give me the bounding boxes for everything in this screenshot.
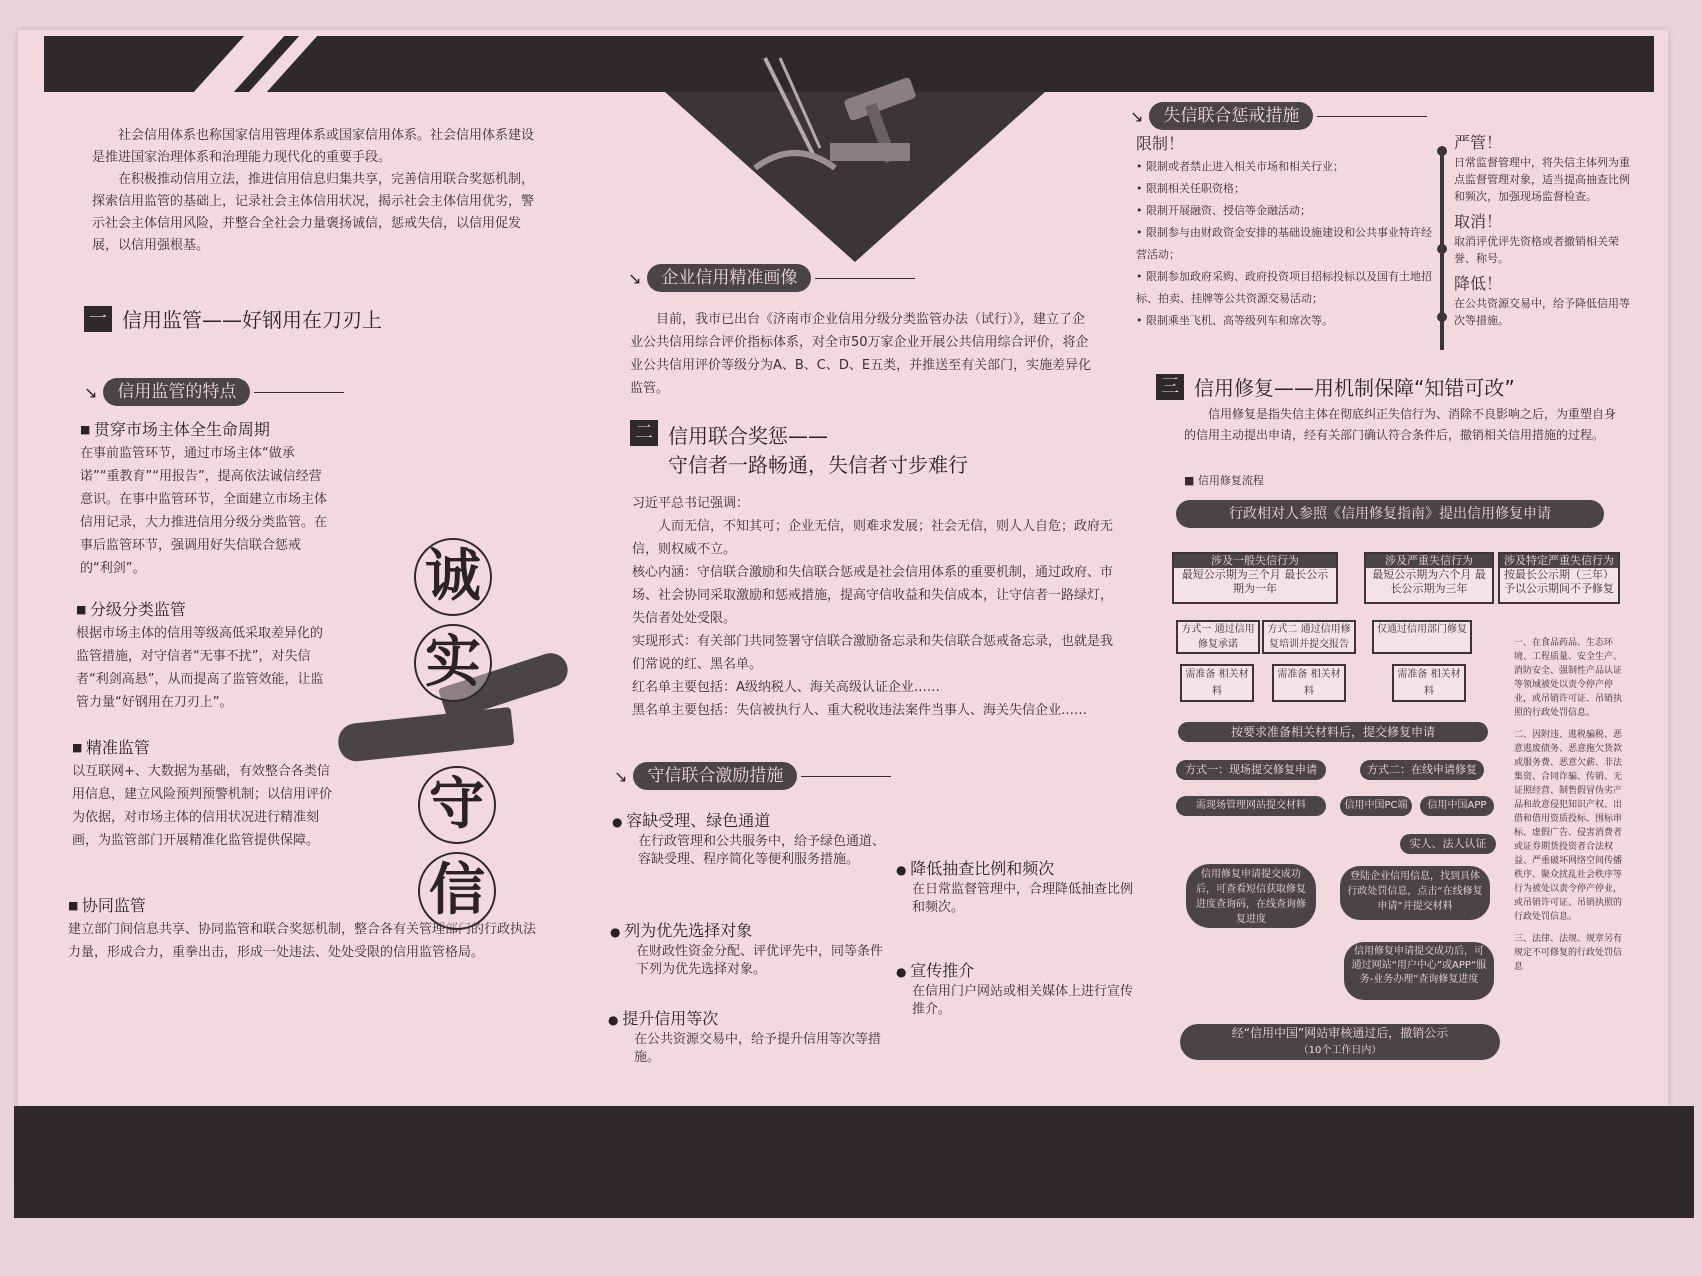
limit-item: • 限制相关任职资格；: [1136, 182, 1245, 195]
measure-item: [610, 920, 890, 979]
category-head: 涉及严重失信行为: [1366, 554, 1492, 568]
flow-category: [1498, 552, 1620, 604]
divider: [254, 392, 344, 393]
intro-text: [92, 125, 542, 257]
body-line: 习近平总书记强调：: [632, 496, 750, 511]
flow-method-detail: 信用中国PC端: [1340, 796, 1412, 816]
measure-item: [896, 858, 1136, 917]
note-item: 二、因附违、逃税骗税、恶意逃废债务、恶意拖欠货款或服务费、恶意欠薪、非法集资、合同诈骗、传销、无证照经营、制售假冒伪劣产品和故意侵犯知识产权、出借和借用资质投标、围标串标、虚假广告、侵害消费者或证券期货投资者合法权益、严重破坏网络空间传播秩序、聚众扰乱社会秩序等行为被处以责令停产停业，或吊销许可证、吊销执照的行政处罚信息。: [1514, 730, 1623, 922]
body-line: 人而无信，不知其可；企业无信，则难求发展；社会无信，则人人自危；政府无信，则权威不立。: [632, 519, 1114, 557]
flow-category: [1172, 552, 1338, 604]
flow-prep: 需准备 相关材料: [1272, 664, 1346, 702]
flow-way: 仅通过信用部门修复: [1372, 620, 1472, 654]
measure-body: 在公共资源交易中，给予提升信用等次等措施。: [634, 1032, 882, 1065]
flow-way: 方式一 通过信用修复承诺: [1176, 620, 1260, 654]
feature-heading: ■ 协同监管: [68, 894, 548, 918]
section2-body: [632, 492, 1122, 722]
section3-body: 信用修复是指失信主体在彻底纠正失信行为、消除不良影响之后，为重塑自身的信用主动提出申请，经有关部门确认符合条件后，撤销相关信用措施的过程。: [1184, 407, 1617, 442]
motto-char: 信: [418, 852, 496, 930]
arrow-icon: ↘: [1130, 106, 1144, 126]
motto-char: 实: [414, 624, 492, 702]
flow-final-text: 经“信用中国”网站审核通过后，撤销公示: [1231, 1026, 1449, 1040]
feature-body: 在事前监管环节，通过市场主体“做承诺”“重教育”“用报告”，提高依法诚信经营意识。在事中监管环节，全面建立市场主体信用记录，大力推进信用分级分类监管。在事后监管环节，强调用好失信联合惩戒的“利剑”。: [80, 446, 328, 576]
bottom-banner: [14, 1106, 1694, 1218]
flow-way: 方式二 通过信用修复培训并提交报告: [1262, 620, 1356, 654]
arrow-icon: ↘: [614, 766, 628, 786]
category-body: 最短公示期为三个月 最长公示期为一年: [1181, 568, 1329, 595]
handshake-seal: [454, 698, 459, 742]
measure-item: [612, 810, 892, 869]
body-line: 黑名单主要包括：失信被执行人、重大税收违法案件当事人、海关失信企业……: [632, 703, 1088, 718]
feature-heading: ■ 精准监管: [72, 736, 334, 760]
body-line: 核心内涵：守信联合激励和失信联合惩戒是社会信用体系的重要机制，通过政府、市场、社会协同采取激励和惩戒措施，提高守信收益和失信成本，让守信者一路绿灯，失信者处处受限。: [632, 565, 1114, 626]
section-title: 信用监管——好钢用在刀刃上: [122, 308, 382, 332]
limit-heading: 限制！: [1136, 134, 1185, 153]
timeline-dot: [1437, 146, 1447, 156]
section-number: 一: [84, 306, 112, 332]
flow-final-sub: （10个工作日内）: [1298, 1045, 1382, 1056]
feature-block: [80, 418, 330, 580]
measure-body: 在财政性资金分配、评优评先中，同等条件下列为优先选择对象。: [636, 944, 884, 977]
category-body: 按最长公示期（三年） 予以公示期间不予修复: [1504, 568, 1614, 595]
gavel-pen-illustration: [735, 48, 975, 198]
flow-label-text: 信用修复流程: [1197, 474, 1264, 487]
limit-text: 限制乘坐飞机、高等级列车和席次等。: [1146, 314, 1333, 327]
flow-prep: 需准备 相关材料: [1392, 664, 1466, 702]
limit-item: • 限制或者禁止进入相关市场和相关行业；: [1136, 160, 1344, 173]
divider: [801, 776, 891, 777]
measure-body: 取消评优评先资格或者撤销相关荣誉、称号。: [1454, 235, 1619, 265]
intro-paragraph: 在积极推动信用立法，推进信用信息归集共享，完善信用联合奖惩机制，探索信用监管的基础上，记录社会主体信用状况，揭示社会主体信用优劣，警示社会主体信用风险，并整合全社会力量褒扬诚信，惩戒失信，以信用促发展，以信用强根基。: [92, 172, 535, 253]
section-subtitle: 守信者一路畅通，失信者寸步难行: [668, 453, 968, 477]
limit-text: 限制参加政府采购、政府投资项目招标投标以及国有土地招标、拍卖、挂牌等公共资源交易活动；: [1136, 270, 1432, 305]
intro-paragraph: 社会信用体系也称国家信用管理体系或国家信用体系。社会信用体系建设是推进国家治理体系和治理能力现代化的重要手段。: [92, 128, 535, 165]
measure-heading: 严管！: [1454, 133, 1503, 152]
measure-item: [896, 960, 1136, 1019]
measure-body: 在公共资源交易中，给予降低信用等次等措施。: [1454, 297, 1630, 327]
flow-step2: 按要求准备相关材料后，提交修复申请: [1178, 722, 1488, 742]
flow-prep: 需准备 相关材料: [1180, 664, 1254, 702]
flow-notes: [1514, 636, 1624, 974]
flow-method-detail: 信用中国APP: [1420, 796, 1494, 816]
category-head: 涉及特定严重失信行为: [1500, 554, 1618, 568]
feature-block: [72, 736, 334, 852]
flow-method: 方式一：现场提交修复申请: [1176, 760, 1326, 780]
limit-text: 限制或者禁止进入相关市场和相关行业；: [1146, 160, 1344, 173]
measure-heading: ● 降低抽查比例和频次: [896, 858, 1136, 881]
flow-label: ■ 信用修复流程: [1184, 474, 1264, 487]
body-line: 红名单主要包括：A级纳税人、海关高级认证企业……: [632, 680, 940, 695]
body-line: 实现形式：有关部门共同签署守信联合激励备忘录和失信联合惩戒备忘录，也就是我们常说的红、黑名单。: [632, 634, 1114, 672]
flow-method-detail: 需现场管理网站提交材料: [1176, 796, 1326, 816]
feature-body: 以互联网+、大数据为基础，有效整合各类信用信息，建立风险预判预警机制；以信用评价为依据，对市场主体的信用状况进行精准刻画，为监管部门开展精准化监管提供保障。: [72, 764, 333, 848]
motto-char: 守: [418, 766, 496, 844]
limit-text: 限制开展融资、授信等金融活动；: [1146, 204, 1311, 217]
punish-right: [1454, 132, 1634, 329]
portrait-pill: [628, 264, 915, 292]
motto-char: 诚: [414, 538, 492, 616]
timeline-dot: [1437, 244, 1447, 254]
flow-result: 登陆企业信用信息，找到具体行政处罚信息，点击“在线修复申请”并提交材料: [1340, 866, 1490, 920]
limit-text: 限制相关任职资格；: [1146, 182, 1245, 195]
section-title: 信用联合奖惩——: [668, 424, 828, 448]
pill-label: 企业信用精准画像: [647, 264, 811, 292]
arrow-icon: ↘: [628, 268, 642, 288]
timeline-dot: [1437, 312, 1447, 322]
pill-label: 失信联合惩戒措施: [1149, 102, 1313, 130]
measure-body: 日常监督管理中，将失信主体列为重点监督管理对象，适当提高抽查比例和频次，加强现场监督检查。: [1454, 156, 1630, 203]
section-title-wrap: [668, 420, 968, 478]
limit-item: • 限制参与由财政资金安排的基础设施建设和公共事业特许经营活动；: [1136, 226, 1432, 261]
note-item: 三、法律、法规、规章另有规定不可修复的行政处罚信息: [1514, 934, 1623, 972]
flow-method: 方式二：在线申请修复: [1360, 760, 1484, 780]
limit-list: [1136, 132, 1436, 332]
measure-heading: 降低！: [1454, 274, 1503, 293]
category-head: 涉及一般失信行为: [1174, 554, 1336, 568]
pill-label: 信用监管的特点: [103, 378, 250, 406]
section3-heading: [1156, 372, 1515, 401]
punish-pill: [1130, 102, 1427, 130]
flow-category: [1364, 552, 1494, 604]
section-title: 信用修复——用机制保障“知错可改”: [1194, 376, 1515, 400]
measure-heading: ● 宣传推介: [896, 960, 1136, 983]
measure-heading: ● 提升信用等次: [608, 1008, 888, 1031]
portrait-body: 目前，我市已出台《济南市企业信用分级分类监管办法（试行）》，建立了企业公共信用综合评价指标体系，对全市50万家企业开展公共信用综合评价，将企业公共信用评价等级分为A、B、C、D、E五类，并推送至有关部门，实施差异化监管。: [630, 312, 1092, 396]
divider: [815, 278, 915, 279]
limit-item: • 限制开展融资、授信等金融活动；: [1136, 204, 1311, 217]
limit-item: • 限制乘坐飞机、高等级列车和席次等。: [1136, 314, 1333, 327]
feature-block: [76, 598, 326, 714]
flow-auth: 实人、法人认证: [1400, 834, 1496, 854]
pill-label: 守信联合激励措施: [633, 762, 797, 790]
flow-result: 信用修复申请提交成功后，可查看短信获取修复进度查询码，在线查询修复进度: [1186, 864, 1316, 928]
flow-top: 行政相对人参照《信用修复指南》提出信用修复申请: [1176, 500, 1604, 528]
measure-body: 在日常监督管理中，合理降低抽查比例和频次。: [912, 882, 1134, 915]
section-number: 二: [630, 420, 658, 446]
feature-body: 建立部门间信息共享、协同监管和联合奖惩机制，整合各有关管理部门的行政执法力量，形成合力，重拳出击，形成一处违法、处处受限的信用监管格局。: [68, 922, 537, 960]
limit-item: • 限制参加政府采购、政府投资项目招标投标以及国有土地招标、拍卖、挂牌等公共资源交易活动；: [1136, 270, 1432, 305]
category-body: 最短公示期为六个月 最长公示期为三年: [1372, 568, 1486, 595]
incentive-pill: [614, 762, 891, 790]
measure-body: 在信用门户网站或相关媒体上进行宣传推介。: [912, 984, 1134, 1017]
section1-heading: [84, 304, 382, 333]
section2-heading: [630, 420, 968, 478]
limit-text: 限制参与由财政资金安排的基础设施建设和公共事业特许经营活动；: [1136, 226, 1432, 261]
arrow-icon: ↘: [84, 382, 98, 402]
note-item: 一、在食品药品、生态环境、工程质量、安全生产、消防安全、强制性产品认证等领域被处以责令停产停业，或吊销许可证、吊销执照的行政处罚信息。: [1514, 638, 1623, 718]
flow-final: [1180, 1024, 1500, 1060]
measure-item: [608, 1008, 888, 1067]
divider: [1317, 116, 1427, 117]
feature-body: 根据市场主体的信用等级高低采取差异化的监管措施，对守信者“无事不扰”，对失信者“利剑高悬”，从而提高了监管效能，让监管力量“好钢用在刀刃上”。: [76, 626, 324, 710]
feature-heading: ■ 分级分类监管: [76, 598, 326, 622]
features-pill: [84, 378, 344, 406]
measure-heading: ● 容缺受理、绿色通道: [612, 810, 892, 833]
section-number: 三: [1156, 374, 1184, 400]
measure-heading: 取消！: [1454, 212, 1503, 231]
measure-body: 在行政管理和公共服务中，给予绿色通道、容缺受理、程序简化等便利服务措施。: [638, 834, 886, 867]
measure-heading: ● 列为优先选择对象: [610, 920, 890, 943]
flow-result: 信用修复申请提交成功后，可通过网站“用户中心”或APP“服务-业务办理”查询修复进度: [1344, 942, 1494, 1000]
feature-heading: ■ 贯穿市场主体全生命周期: [80, 418, 330, 442]
